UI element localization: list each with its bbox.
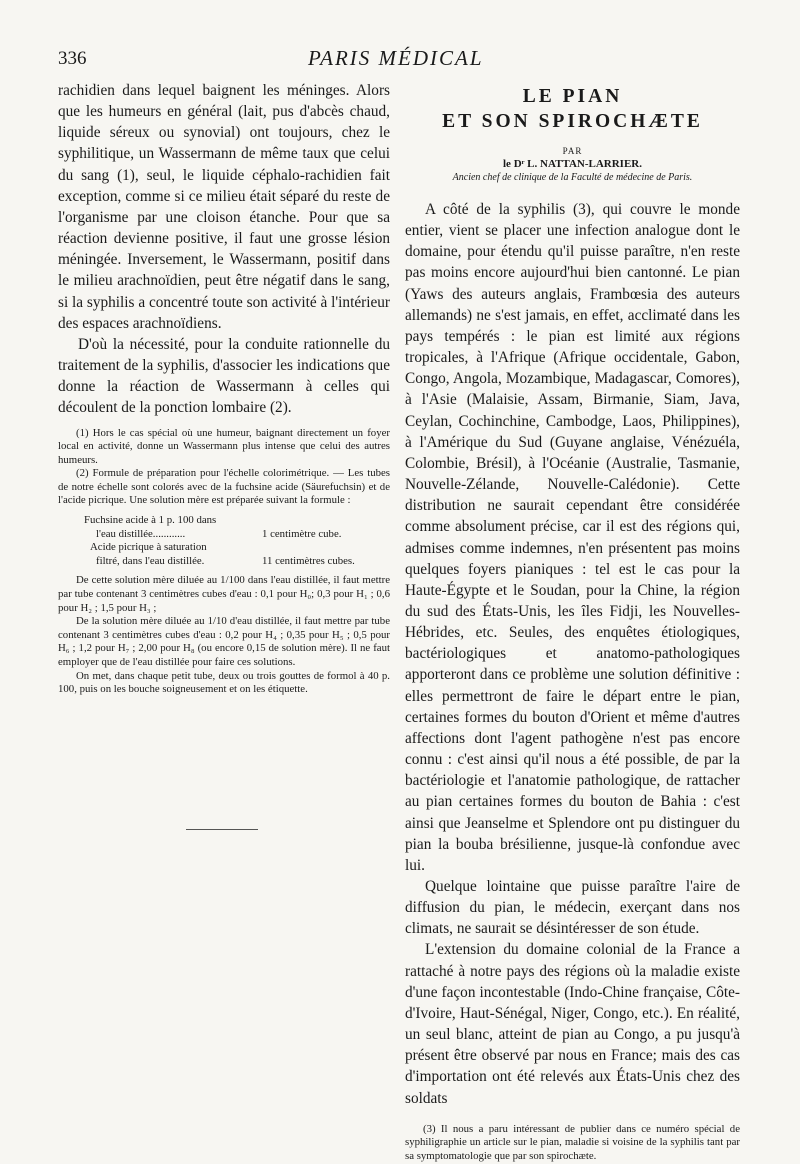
- footnote-2-intro: (2) Formule de préparation pour l'échelle colorimétrique. — Les tubes de notre échelle sont colorés avec de la fuchsine acide (Säurefuchsin) et de l'acide picrique. Une solution mère est préparée suivant la formule :: [58, 467, 390, 507]
- byline-par: PAR: [562, 146, 583, 156]
- left-footnotes: [58, 427, 390, 697]
- footnote-2-paragraph-2: De cette solution mère diluée au 1/100 dans l'eau distillée, il faut mettre par tube contenant 3 centimètres cubes d'eau : 0,1 pour H₀; 0,3 pour H₁ ; 0,6 pour H₂ ; 1,5 pour H₃ ;: [58, 574, 390, 614]
- left-paragraph-1: rachidien dans lequel baignent les méninges. Alors que les humeurs en général (lait, pus d'abcès chaud, liquide séreux ou synovial) ont toujours, chez le syphilitique, un Wassermann de même taux que celui du sang (1), seul, le liquide céphalo-rachidien fait exception, comme si ce milieu était séparé du reste de l'organisme par une cloison étanche. Pour que sa réaction devienne positive, il faut une grosse lésion méningée. Inversement, le Wassermann, positif dans le milieu arachnoïdien, peut être négatif dans le sang, si la syphilis a concentré toute son activité à l'intérieur des espaces arachnoïdiens.: [58, 82, 390, 332]
- footnote-3: (3) Il nous a paru intéressant de publier dans ce numéro spécial de syphiligraphie un article sur le pian, maladie si voisine de la syphilis tant par sa symptomatologie que par son spirochæte.: [405, 1122, 740, 1162]
- right-body: [405, 199, 740, 1109]
- left-paragraph-2: D'où la nécessité, pour la conduite rationnelle du traitement de la syphilis, d'associer les indications que donne la réaction de Wassermann à celles qui découlent de la ponction lombaire (2).: [58, 335, 390, 417]
- formula-line-4-right: 11 centimètres cubes.: [262, 554, 355, 567]
- article-title: [405, 84, 740, 134]
- journal-title: PARIS MÉDICAL: [308, 46, 484, 70]
- formula-block: [84, 514, 390, 568]
- article-title-line-2: ET SON SPIROCHÆTE: [442, 111, 703, 132]
- footnote-1: (1) Hors le cas spécial où une humeur, baignant directement un foyer local en activité, donne un Wassermann plus intense que celui des autres humeurs.: [58, 426, 390, 466]
- right-paragraph-3: L'extension du domaine colonial de la France a rattaché à notre pays des régions où la maladie existe d'une façon incontestable (Indo-Chine française, Côte-d'Ivoire, Haut-Sénégal, Niger, Congo, etc.). En réalité, un seul blanc, atteint de pian au Congo, a pu jusqu'à présent être observé par nous en France; mais des cas d'importation ont été relevés aux États-Unis chez des soldats: [405, 941, 740, 1107]
- page-number: 336: [58, 48, 87, 69]
- left-column: [58, 80, 390, 697]
- separator-rule: [186, 829, 258, 830]
- article-title-line-1: LE PIAN: [522, 86, 623, 107]
- byline-author: le Dʳ L. NATTAN-LARRIER.: [503, 158, 642, 170]
- page-header: [58, 44, 738, 74]
- formula-line-1: Fuchsine acide à 1 p. 100 dans: [84, 514, 217, 527]
- formula-line-4-left: filtré, dans l'eau distillée.: [96, 554, 205, 567]
- right-paragraph-1: A côté de la syphilis (3), qui couvre le monde entier, vient se placer une infection analogue dont le domaine, pour étendu qu'il puisse paraître, n'en reste pas moins encore aujourd'hui bien cantonné. Le pian (Yaws des auteurs anglais, Frambœsia des auteurs allemands) ne s'est jamais, en effet, acclimaté dans les pays tempérés : le pian est limité aux régions tropicales, à l'Afrique (Afrique occidentale, Gabon, Congo, Angola, Mozambique, Madagascar, Comores), à l'Asie (Malaisie, Assam, Birmanie, Siam, Java, Ceylan, Cochinchine, Cambodge, Laos, Philippines), à l'Amérique du Sud (Guyane anglaise, Vénézuéla, Colombie, Brésil), à l'Océanie (Australie, Tasmanie, Nouvelle-Zélande, Nouvelle-Calédonie). Cette distribution ne saurait cependant être considérée comme absolument précise, car il est des régions qui, admises comme indemnes, n'en présentent pas moins quelques foyers pianiques : tel est le cas pour la Haute-Égypte et le Soudan, pour la Chine, la région du sud des États-Unis, les îles Fidji, les Nouvelles-Hébrides, etc. Seules, des enquêtes étiologiques, bactériologiques et anatomo-pathologiques apporteront dans ce problème une solution définitive : elles permettront de faire le départ entre le pian, certaines formes du bouton d'Orient et même d'autres affections dont l'agent pathogène n'est pas encore connu : c'est ainsi qu'il nous a été possible, de par la bactériologie et l'anatomie pathologique, de rattacher au pian certaines formes du bouton de Bahia : c'est ainsi que Jeanselme et Splendore ont pu distinguer du pian la bouba brésilienne, jusque-là confondue avec lui.: [405, 201, 740, 874]
- footnote-2-paragraph-4: On met, dans chaque petit tube, deux ou trois gouttes de formol à 40 p. 100, puis on les bouche soigneusement et on les étiquette.: [58, 669, 390, 696]
- right-column: [405, 80, 740, 1164]
- right-footnote: [405, 1123, 740, 1164]
- formula-line-2-left: l'eau distillée............: [96, 527, 186, 540]
- footnote-2-paragraph-3: De la solution mère diluée au 1/10 d'eau distillée, il faut mettre par tube contenant 3 centimètres cubes d'eau : 0,2 pour H₄ ; 0,35 pour H₅ ; 0,5 pour H₆ ; 1,2 pour H₇ ; 2,00 pour H₈ (ou encore 0,15 de solution mère). Il ne faut employer que de l'eau distillée pour faire ces solutions.: [58, 615, 390, 668]
- formula-line-3: Acide picrique à saturation: [90, 541, 207, 554]
- formula-line-2-right: 1 centimètre cube.: [262, 527, 342, 540]
- right-paragraph-2: Quelque lointaine que puisse paraître l'aire de diffusion du pian, le médecin, exerçant dans nos climats, ne saurait se désintéresser de son étude.: [405, 878, 740, 938]
- byline-affiliation: Ancien chef de clinique de la Faculté de médecine de Paris.: [452, 172, 693, 183]
- left-body: [58, 80, 390, 419]
